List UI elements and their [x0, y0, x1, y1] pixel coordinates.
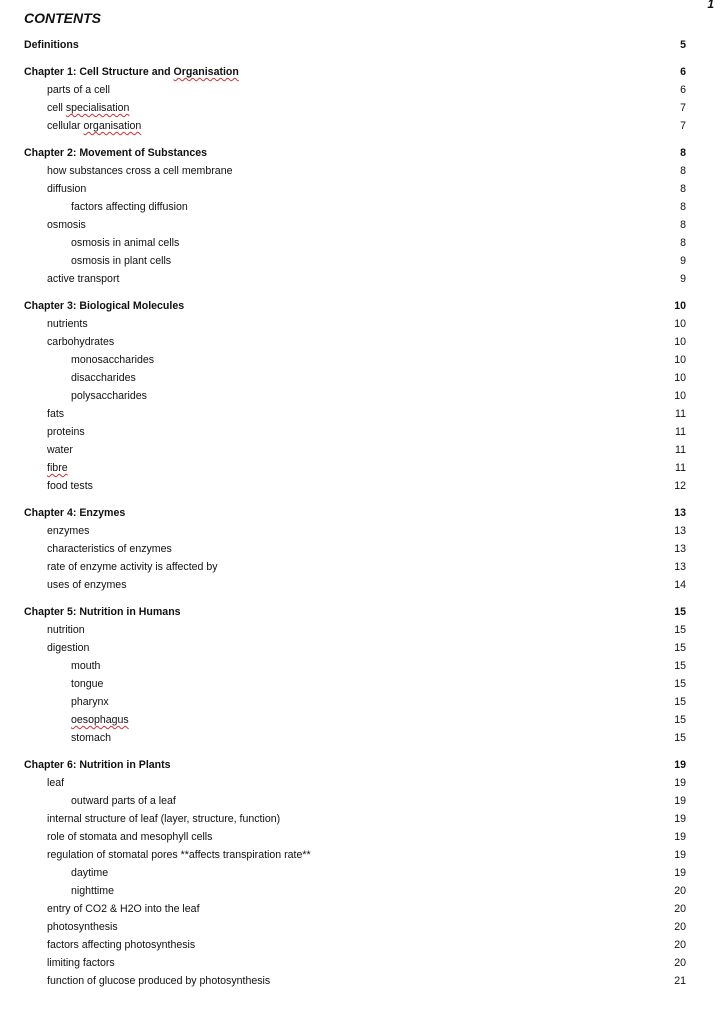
toc-page-number: 20 [674, 957, 686, 969]
toc-entry [24, 270, 688, 288]
toc-entry-text: role of stomata and mesophyll cells [47, 831, 213, 843]
toc-page-number: 20 [674, 885, 686, 897]
toc-entry-text: Chapter 1: Cell Structure and [24, 66, 174, 78]
toc-entry [24, 639, 688, 657]
toc-page-number: 15 [674, 624, 686, 636]
toc-entry-label [47, 81, 110, 99]
toc-page-number: 10 [674, 336, 686, 348]
toc-entry-text: entry of CO2 & H2O into the leaf [47, 903, 200, 915]
toc-entry-label [24, 63, 239, 81]
toc-page-number: 19 [674, 813, 686, 825]
toc-page-number: 11 [675, 444, 686, 456]
toc-entry [24, 117, 688, 135]
toc-entry-label [24, 297, 184, 315]
toc-page-number: 9 [680, 273, 686, 285]
contents-title: CONTENTS [24, 10, 101, 26]
toc-entry-label [71, 675, 103, 693]
toc-entry [24, 882, 688, 900]
toc-entry-text: daytime [71, 867, 109, 879]
toc-entry-text: monosaccharides [71, 354, 155, 366]
toc-entry-label [71, 198, 188, 216]
toc-entry [24, 954, 688, 972]
toc-entry [24, 972, 688, 990]
toc-entry-label [71, 351, 154, 369]
toc-entry-text: digestion [47, 642, 90, 654]
toc-entry-label [47, 405, 64, 423]
toc-entry-label [47, 540, 172, 558]
toc-entry-label [47, 972, 270, 990]
toc-entry-label [71, 693, 109, 711]
toc-entry [24, 162, 688, 180]
toc-entry-text: Chapter 3: Biological Molecules [24, 300, 185, 312]
toc-entry-text: stomach [71, 732, 112, 744]
toc-entry-text: outward parts of a leaf [71, 795, 176, 807]
toc-entry [24, 369, 688, 387]
toc-entry-text: diffusion [47, 183, 87, 195]
toc-entry-label [47, 459, 68, 477]
toc-page-number: 8 [680, 201, 686, 213]
toc-entry-label [47, 333, 114, 351]
toc-entry-label [24, 504, 125, 522]
toc-chapter-entry [24, 36, 688, 54]
toc-page-number: 6 [680, 66, 686, 78]
toc-entry-label [47, 216, 86, 234]
toc-entry-label [47, 810, 280, 828]
toc-entry-text: Chapter 4: Enzymes [24, 507, 126, 519]
toc-entry [24, 540, 688, 558]
toc-page-number: 10 [674, 300, 686, 312]
toc-entry-label [71, 792, 176, 810]
toc-entry [24, 234, 688, 252]
toc-entry [24, 441, 688, 459]
toc-entry [24, 918, 688, 936]
toc-entry-text: cell [47, 102, 66, 114]
toc-page-number: 5 [680, 39, 686, 51]
toc-entry-text: rate of enzyme activity is affected by [47, 561, 218, 573]
toc-entry-text: nutrition [47, 624, 85, 636]
toc-entry [24, 477, 688, 495]
toc-entry [24, 657, 688, 675]
toc-entry-flagged-word: Organisation [173, 66, 239, 78]
toc-entry [24, 936, 688, 954]
toc-page-number: 10 [674, 390, 686, 402]
toc-page-number: 20 [674, 903, 686, 915]
toc-entry-text: enzymes [47, 525, 90, 537]
toc-chapter-entry [24, 756, 688, 774]
toc-page-number: 9 [680, 255, 686, 267]
toc-entry-text: osmosis in plant cells [71, 255, 172, 267]
toc-entry-text: Definitions [24, 39, 79, 51]
toc-entry [24, 387, 688, 405]
toc-page-number: 21 [674, 975, 686, 987]
toc-entry-label [24, 756, 171, 774]
toc-entry-label [71, 387, 147, 405]
toc-entry [24, 828, 688, 846]
toc-entry-text: function of glucose produced by photosynthesis [47, 975, 271, 987]
toc-page-number: 15 [674, 606, 686, 618]
toc-entry-label [47, 441, 73, 459]
toc-entry-label [71, 234, 179, 252]
toc-entry-label [47, 900, 200, 918]
toc-entry-text: pharynx [71, 696, 109, 708]
toc-entry-text: proteins [47, 426, 85, 438]
toc-page-number: 8 [680, 219, 686, 231]
toc-page-number: 13 [674, 507, 686, 519]
toc-entry-label [71, 369, 136, 387]
toc-page-number: 11 [675, 462, 686, 474]
toc-entry-text: fats [47, 408, 65, 420]
toc-page-number: 15 [674, 660, 686, 672]
toc-entry-text: factors affecting photosynthesis [47, 939, 196, 951]
toc-entry-label [47, 117, 141, 135]
toc-entry-text: nighttime [71, 885, 114, 897]
toc-entry [24, 729, 688, 747]
toc-page-number: 10 [674, 372, 686, 384]
toc-page-number: 13 [674, 543, 686, 555]
toc-entry-text: active transport [47, 273, 120, 285]
toc-entry-label [47, 621, 85, 639]
toc-page-number: 19 [674, 867, 686, 879]
toc-entry-flagged-word: oesophagus [71, 714, 129, 726]
toc-entry [24, 576, 688, 594]
toc-entry-label [71, 729, 111, 747]
toc-entry-flagged-word: specialisation [65, 102, 130, 114]
toc-chapter-entry [24, 603, 688, 621]
toc-entry-text: how substances cross a cell membrane [47, 165, 233, 177]
toc-page-number: 8 [680, 165, 686, 177]
toc-page-number: 20 [674, 939, 686, 951]
toc-page-number: 19 [674, 831, 686, 843]
toc-entry [24, 810, 688, 828]
toc-entry [24, 693, 688, 711]
toc-entry [24, 459, 688, 477]
toc-entry-label [47, 576, 127, 594]
toc-entry [24, 900, 688, 918]
toc-entry [24, 675, 688, 693]
toc-entry-label [47, 180, 86, 198]
toc-entry-text: tongue [71, 678, 104, 690]
toc-entry-text: Chapter 6: Nutrition in Plants [24, 759, 171, 771]
toc-entry-text: carbohydrates [47, 336, 115, 348]
toc-chapter-entry [24, 504, 688, 522]
toc-page-number: 13 [674, 525, 686, 537]
toc-entry-text: cellular [47, 120, 84, 132]
toc-page-number: 15 [674, 696, 686, 708]
toc-entry-text: Chapter 2: Movement of Substances [24, 147, 208, 159]
toc-page-number: 8 [680, 147, 686, 159]
toc-entry-text: photosynthesis [47, 921, 118, 933]
toc-entry [24, 792, 688, 810]
toc-entry-text: food tests [47, 480, 93, 492]
toc-entry [24, 774, 688, 792]
toc-entry-text: parts of a cell [47, 84, 111, 96]
toc-entry [24, 558, 688, 576]
toc-entry-label [47, 639, 89, 657]
toc-chapter-entry [24, 297, 688, 315]
toc-entry-label [47, 162, 232, 180]
toc-entry [24, 423, 688, 441]
toc-entry-label [47, 918, 118, 936]
toc-entry [24, 180, 688, 198]
toc-entry-label [47, 774, 64, 792]
toc-entry [24, 315, 688, 333]
toc-page-number: 15 [674, 678, 686, 690]
toc-entry-text: regulation of stomatal pores **affects transpiration rate** [47, 849, 311, 861]
toc-entry-text: nutrients [47, 318, 88, 330]
toc-entry-label [71, 882, 114, 900]
toc-entry [24, 711, 688, 729]
toc-entry-text: uses of enzymes [47, 579, 127, 591]
toc-page-number: 13 [674, 561, 686, 573]
toc-page-number: 19 [674, 759, 686, 771]
page-number: 1 [707, 0, 714, 11]
toc-entry-text: internal structure of leaf (layer, structure, function) [47, 813, 281, 825]
toc-entry [24, 405, 688, 423]
toc-entry-label [24, 144, 207, 162]
toc-page-number: 15 [674, 642, 686, 654]
toc-entry-text: mouth [71, 660, 101, 672]
toc-entry-label [47, 936, 195, 954]
toc-entry-text: leaf [47, 777, 65, 789]
toc-entry-label [71, 657, 100, 675]
toc-entry-label [47, 954, 115, 972]
toc-page-number: 19 [674, 849, 686, 861]
toc-entry-text: disaccharides [71, 372, 136, 384]
toc-entry [24, 216, 688, 234]
toc-entry [24, 252, 688, 270]
toc-page-number: 10 [674, 318, 686, 330]
toc-entry [24, 81, 688, 99]
toc-entry-text: Chapter 5: Nutrition in Humans [24, 606, 181, 618]
toc-entry [24, 351, 688, 369]
toc-entry-label [47, 522, 89, 540]
toc-entry [24, 99, 688, 117]
toc-entry-text: factors affecting diffusion [71, 201, 188, 213]
toc-entry-label [47, 423, 85, 441]
toc-page-number: 15 [674, 732, 686, 744]
toc-page-number: 8 [680, 237, 686, 249]
toc-entry-label [47, 828, 212, 846]
toc-page-number: 20 [674, 921, 686, 933]
toc-entry-flagged-word: organisation [83, 120, 142, 132]
table-of-contents [24, 36, 688, 990]
toc-entry-flagged-word: fibre [47, 462, 68, 474]
toc-entry-label [71, 252, 171, 270]
toc-page-number: 19 [674, 795, 686, 807]
toc-entry-text: polysaccharides [71, 390, 147, 402]
toc-entry-text: characteristics of enzymes [47, 543, 172, 555]
toc-entry [24, 333, 688, 351]
toc-page-number: 12 [674, 480, 686, 492]
toc-entry-text: osmosis in animal cells [71, 237, 180, 249]
toc-entry-label [47, 846, 311, 864]
toc-entry-label [71, 864, 108, 882]
toc-entry [24, 621, 688, 639]
toc-page-number: 10 [674, 354, 686, 366]
toc-page-number: 8 [680, 183, 686, 195]
toc-entry-text: osmosis [47, 219, 86, 231]
toc-chapter-entry [24, 63, 688, 81]
toc-entry-label [71, 711, 129, 729]
toc-page-number: 15 [674, 714, 686, 726]
toc-entry [24, 864, 688, 882]
toc-entry-label [24, 603, 181, 621]
toc-page-number: 7 [680, 120, 686, 132]
toc-entry-label [47, 99, 129, 117]
toc-entry [24, 846, 688, 864]
toc-entry-text: limiting factors [47, 957, 115, 969]
toc-entry-label [47, 558, 218, 576]
toc-page-number: 19 [674, 777, 686, 789]
toc-entry-label [47, 477, 93, 495]
toc-entry-text: water [47, 444, 73, 456]
toc-page-number: 6 [680, 84, 686, 96]
toc-entry [24, 198, 688, 216]
toc-page-number: 14 [674, 579, 686, 591]
toc-chapter-entry [24, 144, 688, 162]
toc-entry-label [47, 315, 88, 333]
toc-page-number: 11 [675, 408, 686, 420]
toc-page-number: 11 [675, 426, 686, 438]
toc-page-number: 7 [680, 102, 686, 114]
toc-entry-label [24, 36, 79, 54]
toc-entry-label [47, 270, 119, 288]
toc-entry [24, 522, 688, 540]
